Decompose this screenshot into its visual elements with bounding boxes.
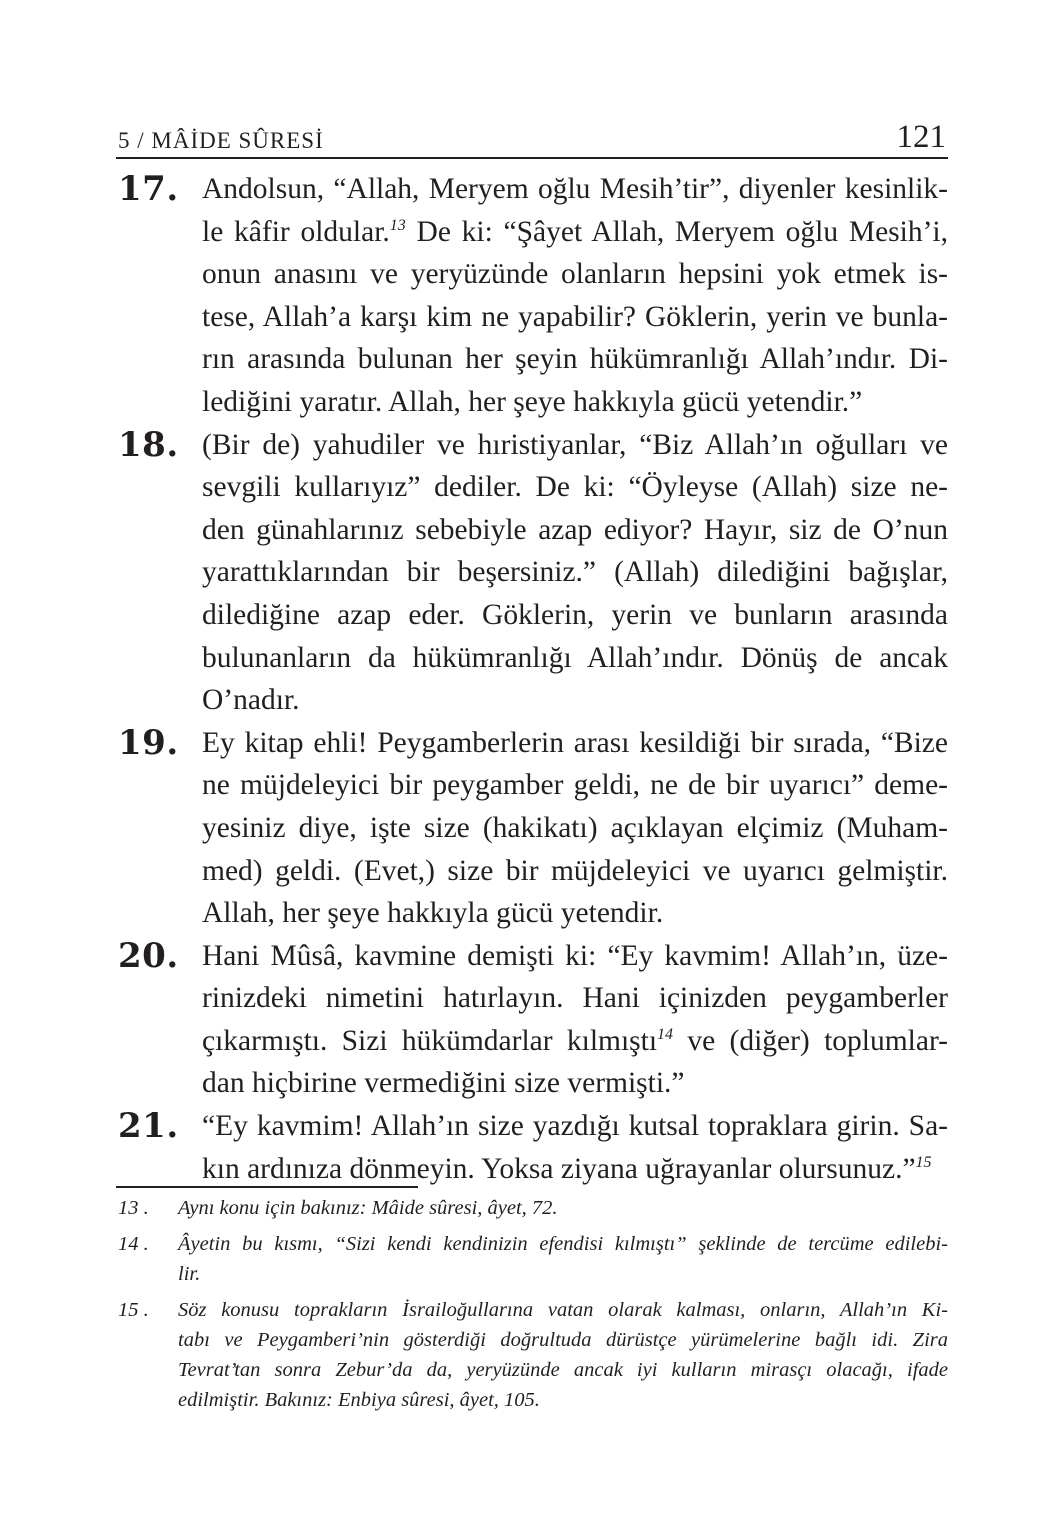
footnote-line: Aynı konu için bakınız: Mâide sûresi, âyet, 72. bbox=[178, 1197, 558, 1219]
verse-number: 21. bbox=[118, 1106, 179, 1147]
verse-line: rın arasında bulunan her şeyin hükümranlığı Allah’ındır. Di- bbox=[202, 343, 948, 376]
verse-line bbox=[202, 211, 948, 254]
verse-line: “Ey kavmim! Allah’ın size yazdığı kutsal topraklara girin. Sa- bbox=[202, 1110, 948, 1143]
verse-line: bulunanların da hükümranlığı Allah’ındır. Dönüş de ancak bbox=[202, 641, 948, 674]
verse-line-part: çıkarmıştı. Sizi hükümdarlar kılmıştı bbox=[202, 1024, 658, 1057]
footnote-line: lir. bbox=[178, 1263, 201, 1285]
footnote-line: Söz konusu toprakların İsrailoğullarına vatan olarak kalması, onların, Allah’ın Ki- bbox=[178, 1299, 948, 1321]
verse-21 bbox=[116, 1105, 948, 1190]
verse-line: Hani Mûsâ, kavmine demişti ki: “Ey kavmim! Allah’ın, üze- bbox=[202, 939, 948, 972]
verse-line-part: De ki: “Şâyet Allah, Meryem oğlu Mesih’i, bbox=[405, 215, 948, 248]
footnote-line: tabı ve Peygamberi’nin gösterdiği doğrultuda dürüstçe yürümelerine bağlı idi. Zira bbox=[178, 1329, 948, 1351]
footnote-list bbox=[116, 1193, 948, 1421]
verse-line: yarattıklarından bir beşersiniz.” (Allah) dilediğini bağışlar, bbox=[202, 556, 948, 589]
header-rule bbox=[116, 157, 948, 159]
verse-line: ne müjdeleyici bir peygamber geldi, ne de bir uyarıcı” deme- bbox=[202, 769, 948, 802]
footnote-line: Tevrat’tan sonra Zebur’da da, yeryüzünde ancak iyi kulların mirasçı olacağı, ifade bbox=[178, 1359, 948, 1381]
verse-number: 17. bbox=[118, 169, 179, 209]
verse-number: 19. bbox=[118, 722, 179, 763]
verse-number: 18. bbox=[118, 424, 179, 465]
verse-line-part: le kâfir oldular. bbox=[202, 215, 390, 248]
verse-line: dan hiçbirine vermediğini size vermişti.” bbox=[202, 1067, 685, 1100]
footnote-14 bbox=[116, 1229, 948, 1289]
footnote-number: 15 . bbox=[118, 1299, 149, 1321]
footnote-number: 14 . bbox=[118, 1233, 149, 1255]
verse-line: onun anasını ve yeryüzünde olanların hepsini yok etmek is- bbox=[202, 258, 948, 291]
verse-line: O’nadır. bbox=[202, 684, 300, 717]
footnote-ref[interactable]: 13 bbox=[389, 216, 406, 234]
verse-list bbox=[116, 168, 948, 1190]
verse-19 bbox=[116, 722, 948, 935]
running-header bbox=[116, 114, 948, 156]
verse-line: med) geldi. (Evet,) size bir müjdeleyici ve uyarıcı gelmiştir. bbox=[202, 854, 948, 887]
verse-line-part: ve (diğer) toplumlar- bbox=[673, 1024, 948, 1057]
verse-line: dilediğine azap eder. Göklerin, yerin ve bunların arasında bbox=[202, 598, 948, 631]
verse-line: sevgili kullarıyız” dediler. De ki: “Öyleyse (Allah) size ne- bbox=[202, 471, 948, 504]
footnote-13 bbox=[116, 1193, 948, 1223]
verse-line: lediğini yaratır. Allah, her şeye hakkıyla gücü yetendir.” bbox=[202, 385, 863, 418]
verse-line bbox=[202, 1148, 948, 1191]
verse-18 bbox=[116, 424, 948, 722]
footnote-line: Âyetin bu kısmı, “Sizi kendi kendinizin efendisi kılmıştı” şeklinde de tercüme edilebi- bbox=[178, 1233, 948, 1255]
footnote-line: edilmiştir. Bakınız: Enbiya sûresi, âyet, 105. bbox=[178, 1389, 540, 1411]
verse-line: Andolsun, “Allah, Meryem oğlu Mesih’tir”, diyenler kesinlik- bbox=[202, 173, 948, 205]
page-number: 121 bbox=[896, 119, 946, 155]
footnote-ref[interactable]: 15 bbox=[915, 1153, 932, 1171]
footnote-15 bbox=[116, 1295, 948, 1415]
verse-line: den günahlarınız sebebiyle azap ediyor? Hayır, siz de O’nun bbox=[202, 513, 948, 546]
verse-number: 20. bbox=[118, 935, 179, 976]
verse-line-part: kın ardınıza dönmeyin. Yoksa ziyana uğrayanlar olursunuz.” bbox=[202, 1152, 916, 1185]
footnote-rule bbox=[116, 1186, 418, 1188]
verse-line: rinizdeki nimetini hatırlayın. Hani içinizden peygamberler bbox=[202, 982, 948, 1015]
section-title: 5 / MÂİDE SÛRESİ bbox=[118, 128, 324, 153]
footnote-ref[interactable]: 14 bbox=[657, 1026, 674, 1044]
verse-line bbox=[202, 1020, 948, 1063]
footnote-number: 13 . bbox=[118, 1197, 149, 1219]
verse-line: yesiniz diye, işte size (hakikatı) açıklayan elçimiz (Muham- bbox=[202, 811, 948, 844]
verse-line: tese, Allah’a karşı kim ne yapabilir? Göklerin, yerin ve bunla- bbox=[202, 300, 948, 333]
verse-17 bbox=[116, 168, 948, 424]
verse-line: Allah, her şeye hakkıyla gücü yetendir. bbox=[202, 897, 664, 930]
verse-20 bbox=[116, 935, 948, 1105]
verse-line: Ey kitap ehli! Peygamberlerin arası kesildiği bir sırada, “Bize bbox=[202, 726, 948, 759]
verse-line: (Bir de) yahudiler ve hıristiyanlar, “Biz Allah’ın oğulları ve bbox=[202, 428, 948, 461]
